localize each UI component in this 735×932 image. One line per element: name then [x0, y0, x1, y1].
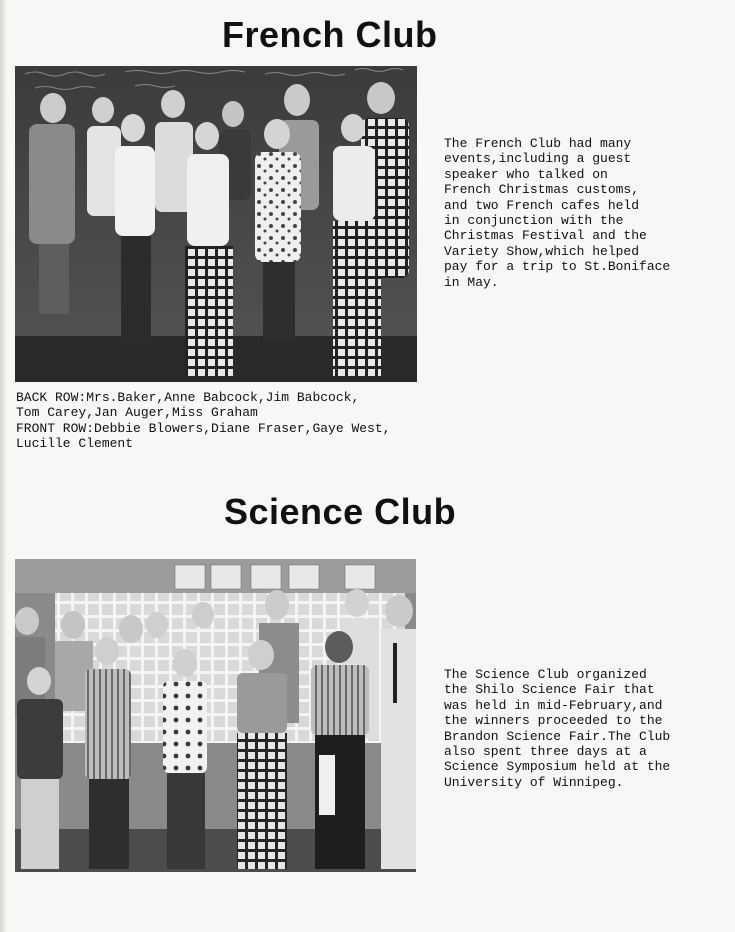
caption-line: Tom Carey,Jan Auger,Miss Graham — [16, 405, 258, 421]
caption-line: FRONT ROW:Debbie Blowers,Diane Fraser,Gaye West, — [16, 420, 391, 436]
description-line: events,including a guest — [444, 151, 632, 167]
science-club-photo — [15, 559, 416, 872]
description-line: French Christmas customs, — [444, 182, 640, 198]
description-line: the Shilo Science Fair that — [444, 682, 655, 698]
french-club-caption — [16, 390, 390, 452]
description-line: Variety Show,which helped — [444, 243, 640, 259]
caption-line: BACK ROW:Mrs.Baker,Anne Babcock,Jim Babcock, — [16, 390, 360, 405]
french-club-title: French Club — [222, 14, 438, 55]
caption-line: Lucille Clement — [16, 436, 134, 452]
science-club-description — [444, 667, 670, 790]
description-line: pay for a trip to St.Boniface — [444, 259, 671, 275]
description-line: Christmas Festival and the — [444, 228, 647, 244]
description-line: in conjunction with the — [444, 213, 624, 229]
description-line: also spent three days at a — [444, 744, 647, 760]
description-line: and two French cafes held — [444, 197, 640, 213]
description-line: the winners proceeded to the — [444, 713, 663, 729]
description-line: speaker who talked on — [444, 166, 608, 182]
description-line: University of Winnipeg. — [444, 774, 624, 790]
french-club-description — [444, 136, 670, 290]
description-line: was held in mid-February,and — [444, 697, 663, 713]
description-line: Science Symposium held at the — [444, 759, 671, 775]
science-club-title: Science Club — [224, 491, 457, 532]
science-club-photo-image — [15, 559, 416, 872]
french-club-photo — [15, 66, 417, 382]
description-line: The French Club had many — [444, 136, 632, 151]
description-line: in May. — [444, 274, 499, 290]
description-line: Brandon Science Fair.The Club — [444, 728, 671, 744]
page-binding-edge — [0, 0, 6, 932]
description-line: The Science Club organized — [444, 667, 647, 682]
french-club-photo-image — [15, 66, 417, 382]
